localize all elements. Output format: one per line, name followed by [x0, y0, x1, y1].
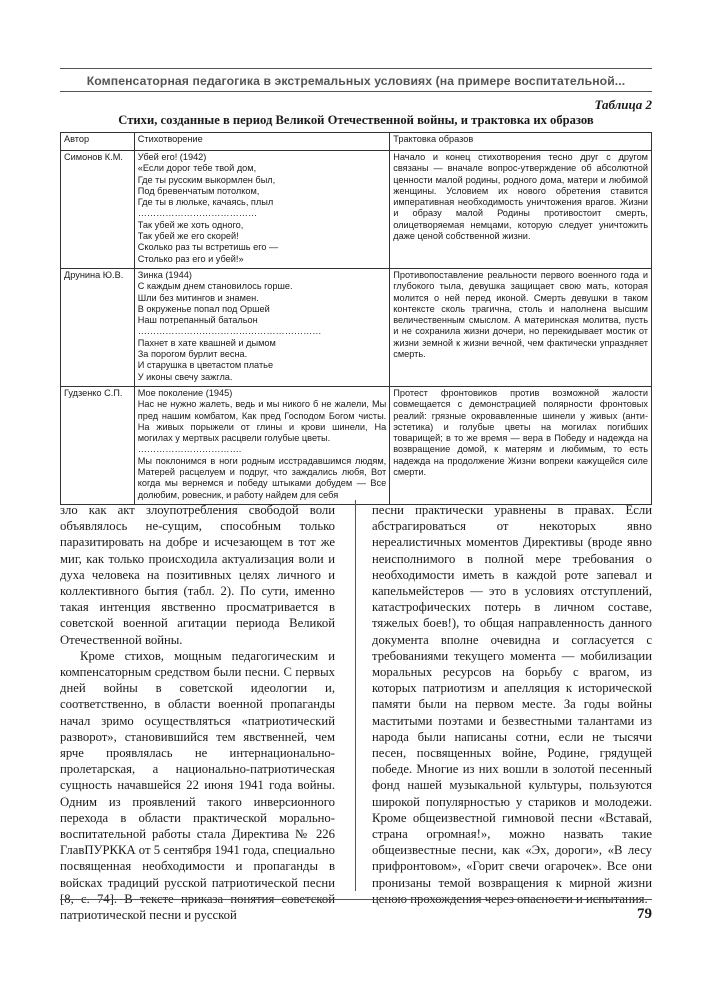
header-rule-bottom: [60, 91, 652, 92]
interpretation-cell: Начало и конец стихотворения тесно друг с другом связаны — вначале вопрос-утверждение об абсолютной ценности малой родины, родного дома, матери и любимой женщины. Условием их нового обретения ставится императивная необходимость уничтожения врагов. Жизни и образу малой Родины противостоит смерть, олицетворяемая немцами, которую следует уничтожить даже ценой собственной жизни.: [390, 151, 652, 269]
poem-line: Так убей же хоть одного,: [137, 219, 244, 230]
table-caption: Стихи, созданные в период Великой Отечественной войны, и трактовка их образов: [118, 113, 594, 127]
poem-line: Пахнет в хате квашней и дымом: [137, 337, 276, 348]
header-rule-top: [60, 68, 652, 69]
poem-line: У иконы свечу зажгла.: [137, 371, 233, 382]
page-number: 79: [637, 906, 652, 922]
header-poem: Стихотворение: [134, 133, 390, 151]
poem-line: Наш потрепанный батальон: [137, 315, 258, 326]
poem-cell: [134, 386, 390, 504]
body-paragraph: зло как акт злоупотребления свободой воли объявлялось не-сущим, способным только паразитировать на добре и исчезающем в тот же миг, как только происходила актуализация воли и духа человека на позитивных целях личного и коллективного бытия (табл. 2). По сути, именно такая интенция явственно просматривается в советской военной агитации периода Великой Отечественной войны.: [60, 503, 335, 647]
poem-line: Где ты в люльке, качаясь, плыл: [137, 197, 274, 208]
poem-line: И старушка в цветастом платье: [137, 360, 274, 371]
poem-cell: [134, 268, 390, 386]
poem-title: Мое поколение (1945): [137, 387, 233, 398]
poem-ellipsis: …………………………….: [137, 444, 242, 455]
poem-line: Под бревенчатым потолком,: [137, 185, 260, 196]
column-divider: [355, 500, 356, 891]
footer-rule: [60, 899, 652, 900]
poem-stanza: Мы поклонимся в ноги родным исстрадавшимся людям, Матерей расцелуем и подруг, что заждались любя, Вот когда мы вернемся и победу штыками добудем — Все долюбим, ровесник, и работу найдем для себя: [137, 455, 387, 500]
interpretation-cell: Противопоставление реальности первого военного года и глубокого тыла, девушка защищает свою мать, которая молится о ней перед иконой. Смерть девушки в таком контексте сколь трагична, столь и наполнена высшим величественным смыслом. А материнская молитва, пусть и не сохранила жизни дочери, но перекидывает мостик от жизни земной к жизни вечной, чем фактически упраздняет смерть.: [390, 268, 652, 386]
poem-line: С каждым днем становилось горше.: [137, 281, 293, 292]
table-header-row: [61, 133, 652, 151]
interpretation-cell: Протест фронтовиков против возможной жалости совмещается с демонстрацией полярности фронтовых реалий: грязные окровавленные шинели у живых (анти-эстетика) и голубые цветы на могилах погибших товарищей; в то же время — вера в Победу и надежда на возвращение домой, к матерям и любимым, то есть надежда на продолжение Жизни вопреки кажущейся силе смерти.: [390, 386, 652, 504]
poem-line: Убей его! (1942): [137, 152, 207, 162]
table-row: [61, 151, 652, 269]
body-paragraph: Кроме стихов, мощным педагогическим и компенсаторным средством были песни. С первых дней войны в советской идеологии и, соответственно, в области военной пропаганды начал зримо осуществляться «патриотический разворот», становившийся тем явственней, чем ярче проявлялась не интернационально-пролетарская, а национально-патриотическая сущность начавшейся 22 июня 1941 года войны. Одним из проявлений такого инверсионного перехода в области практической морально-воспитательной работы стала Директива № 226 ГлавПУРККА от 5 сентября 1941 года, специально посвященная необходимости и пропаганды в войсках традиций русской патриотической песни [8, с. 74]. В тексте приказа понятия советской патриотической песни и русской: [60, 648, 335, 923]
header-author: Автор: [61, 133, 135, 151]
body-column-left: [60, 502, 335, 923]
body-column-right: [372, 502, 652, 907]
table-row: [61, 268, 652, 386]
poem-ellipsis: ……………………………………………………: [137, 326, 322, 337]
poem-ellipsis: …………………………………: [137, 208, 258, 219]
author-cell: Симонов К.М.: [61, 151, 135, 269]
poem-line: Где ты русским выкормлен был,: [137, 174, 276, 185]
poem-stanza: Нас не нужно жалеть, ведь и мы никого б не жалели, Мы пред нашим комбатом, Как пред Господом Богом чисты. На живых порыжели от глины и крови шинели, На могилах у мертвых расцвели голубые цветы.: [137, 399, 387, 444]
table-row: [61, 386, 652, 504]
poem-line: Сколько раз ты встретишь его —: [137, 242, 279, 253]
author-cell: Друнина Ю.В.: [61, 268, 135, 386]
poems-table: [60, 132, 652, 505]
poem-line: В окруженье попал под Оршей: [137, 303, 270, 314]
poem-line: Зинка (1944): [137, 269, 192, 280]
poem-line: Столько раз его и убей!»: [137, 253, 244, 264]
author-cell: Гудзенко С.П.: [61, 386, 135, 504]
poem-line: Шли без митингов и знамен.: [137, 292, 259, 303]
running-head: Компенсаторная педагогика в экстремальных условиях (на примере воспитательной...: [86, 74, 626, 88]
poem-line: Так убей же его скорей!: [137, 231, 239, 242]
poem-cell: [134, 151, 390, 269]
table-label: Таблица 2: [594, 97, 652, 112]
body-paragraph: песни практически уравнены в правах. Если абстрагироваться от некоторых явно нереалистичных моментов Директивы (вроде явно неисполнимого в полной мере требования о необходимости иметь в каждой роте запевал и капельмейстеров — это в условиях отступлений, катастрофических потерь в личном составе, тяжелых боев!), то общая направленность данного документа вполне очевидна и согласуется с требованиями текущего момента — мобилизации моральных ресурсов на борьбу с врагом, из которых патриотизм и апелляция к исторической памяти были на первом месте. За годы войны маститыми поэтами и безвестными талантами из народа были написаны сотни, если не тысячи песен, посвященных войне, Родине, грядущей победе. Многие из них вошли в золотой песенный фонд нашей музыкальной культуры, пользуются широкой популярностью у стариков и молодежи. Кроме общеизвестной гимновой песни «Вставай, страна огромная!», можно назвать такие общеизвестные песни, как «Эх, дороги», «В лесу прифронтовом», «Горит свечи огарочек». Все они пронизаны темой возвращения к мирной жизни ценою прохождения через опасности и испытания.: [372, 503, 652, 906]
poem-line: За порогом бурлит весна.: [137, 349, 248, 360]
poem-line: «Если дорог тебе твой дом,: [137, 163, 257, 174]
header-interpretation: Трактовка образов: [390, 133, 652, 151]
